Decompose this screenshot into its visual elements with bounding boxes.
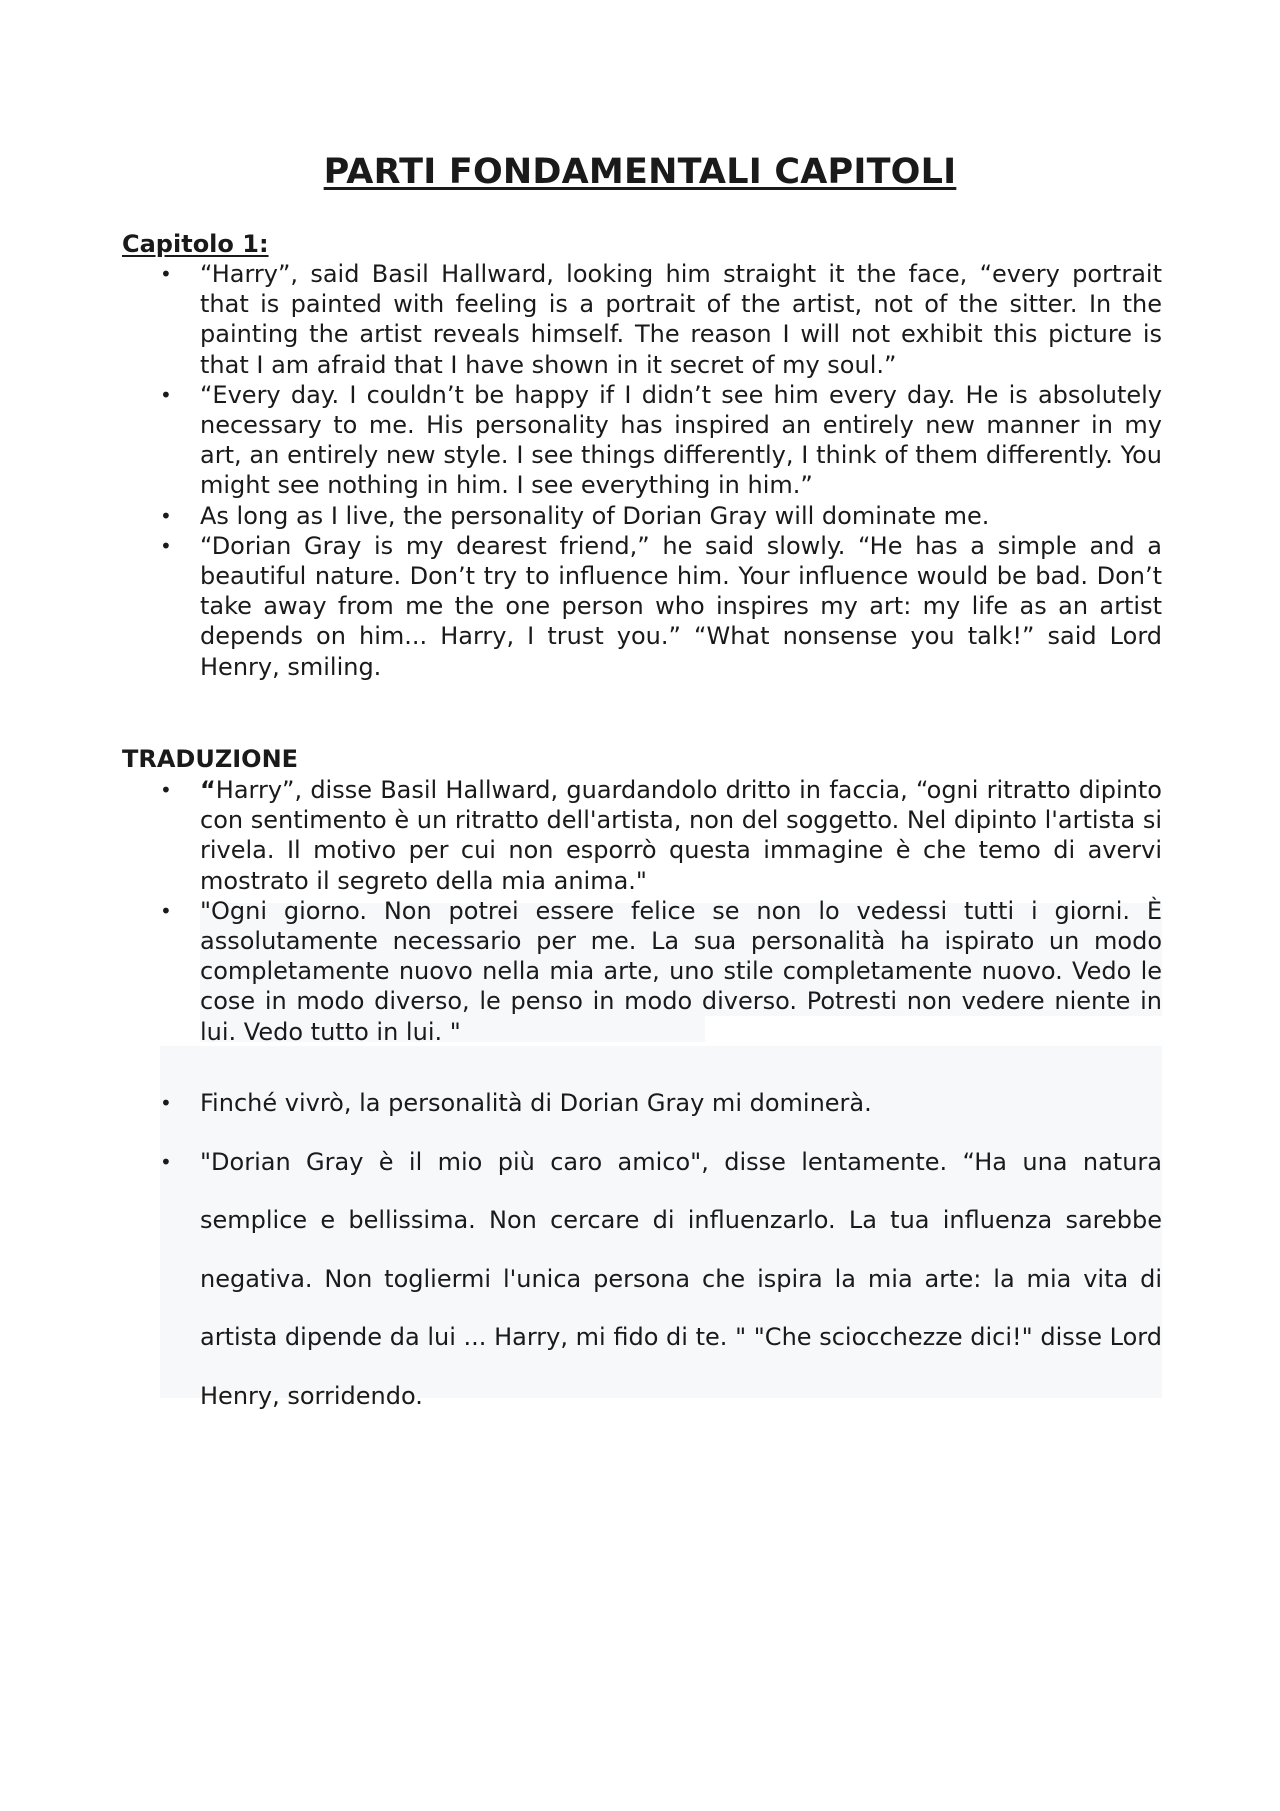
list-item-text: “Every day. I couldn’t be happy if I didn’t see him every day. He is absolutely necessary to me. His personality has inspired an entirely new manner in my art, an entirely new style. I see things differently, I think of them differently. You might see nothing in him. I see everything in him.” bbox=[200, 380, 1162, 500]
list-item bbox=[122, 259, 1162, 380]
document-title: PARTI FONDAMENTALI CAPITOLI bbox=[323, 152, 957, 192]
bullet-icon: • bbox=[160, 382, 172, 407]
quote-list-english bbox=[122, 259, 1162, 682]
list-item bbox=[122, 531, 1162, 682]
bullet-icon: • bbox=[160, 533, 172, 558]
list-item bbox=[122, 501, 1162, 531]
bullet-icon: • bbox=[160, 778, 172, 802]
quote-list-italian-continued bbox=[122, 1074, 1162, 1426]
list-item bbox=[122, 896, 1162, 1047]
bullet-icon: • bbox=[160, 262, 172, 286]
list-item-text: Finché vivrò, la personalità di Dorian Gray mi dominerà. bbox=[200, 1089, 872, 1117]
list-item-text: “Harry”, said Basil Hallward, looking him straight it the face, “every portrait that is painted with feeling is a portrait of the artist, not of the sitter. In the painting the artist reveals himself. The reason I will not exhibit this picture is that I am afraid that I have shown in it secret of my soul.” bbox=[200, 260, 1162, 379]
list-item bbox=[122, 380, 1162, 501]
list-item-text: As long as I live, the personality of Dorian Gray will dominate me. bbox=[200, 501, 990, 530]
bullet-icon: • bbox=[160, 1149, 172, 1174]
list-item-text: Harry”, disse Basil Hallward, guardandolo dritto in faccia, “ogni ritratto dipinto con sentimento è un ritratto dell'artista, non del soggetto. Nel dipinto l'artista si rivela. Il motivo per cui non esporrò questa immagine è che temo di avervi mostrato il segreto della mia anima." bbox=[200, 776, 1162, 895]
list-item bbox=[122, 775, 1162, 896]
section-heading-capitolo-1: Capitolo 1: bbox=[122, 230, 269, 258]
list-item-text: "Ogni giorno. Non potrei essere felice se non lo vedessi tutti i giorni. È assolutamente necessario per me. La sua personalità ha ispirato un modo completamente nuovo nella mia arte, uno stile completamente nuovo. Vedo le cose in modo diverso, le penso in modo diverso. Potresti non vedere niente in lui. Vedo tutto in lui. " bbox=[200, 896, 1162, 1046]
bullet-icon: • bbox=[160, 898, 172, 923]
quote-list-italian bbox=[122, 775, 1162, 1047]
bullet-icon: • bbox=[160, 503, 172, 528]
section-heading-traduzione: TRADUZIONE bbox=[122, 745, 299, 773]
list-item-text: “Dorian Gray is my dearest friend,” he said slowly. “He has a simple and a beautiful nature. Don’t try to influence him. Your influence would be bad. Don’t take away from me the one person who inspires my art: my life as an artist depends on him... Harry, I trust you.” “What nonsense you talk!” said Lord Henry, smiling. bbox=[200, 531, 1162, 681]
opening-quote: “ bbox=[200, 776, 216, 804]
list-item-text: "Dorian Gray è il mio più caro amico", disse lentamente. “Ha una natura semplice e bellissima. Non cercare di influenzarlo. La tua influenza sarebbe negativa. Non togliermi l'unica persona che ispira la mia arte: la mia vita di artista dipende da lui ... Harry, mi fido di te. " "Che sciocchezze dici!" disse Lord Henry, sorridendo. bbox=[200, 1147, 1162, 1410]
list-item bbox=[122, 1074, 1162, 1133]
list-item bbox=[122, 1133, 1162, 1426]
bullet-icon: • bbox=[160, 1091, 172, 1115]
